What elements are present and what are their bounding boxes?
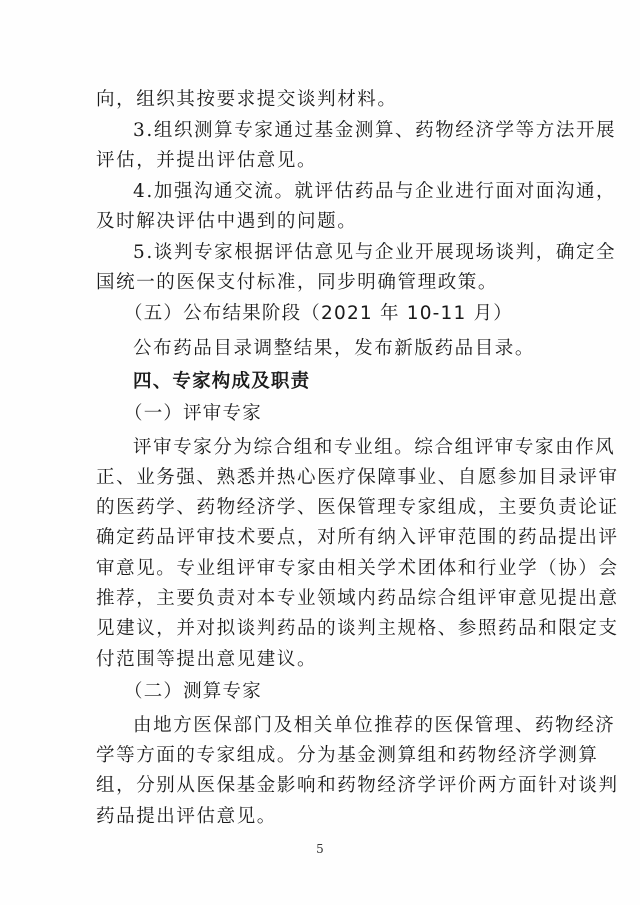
text-line: 公布药品目录调整结果，发布新版药品目录。: [133, 338, 536, 359]
text-line: 评估，并提出评估意见。: [96, 150, 318, 171]
text-line: 审意见。专业组评审专家由相关学术团体和行业学（协）会: [96, 558, 619, 579]
text-line: 推荐，主要负责对本专业领域内药品综合组评审意见提出意: [96, 588, 619, 609]
section-heading: （五）公布结果阶段（2021 年 10-11 月）: [124, 303, 513, 324]
text-line: 由地方医保部门及相关单位推荐的医保管理、药物经济: [133, 715, 616, 736]
text-line: 学等方面的专家组成。分为基金测算组和药物经济学测算: [96, 745, 599, 766]
text-line: 5.谈判专家根据评估意见与企业开展现场谈判，确定全: [133, 242, 617, 263]
text-line: 的医药学、药物经济学、医保管理专家组成，主要负责论证: [96, 497, 619, 518]
text-line: 付范围等提出意见建议。: [96, 649, 318, 670]
text-line: 3.组织测算专家通过基金测算、药物经济学等方法开展: [133, 120, 617, 141]
text-line: 见建议，并对拟谈判药品的谈判主规格、参照药品和限定支: [96, 618, 619, 639]
section-heading: （一）评审专家: [124, 403, 262, 424]
text-line: 及时解决评估中遇到的问题。: [96, 211, 358, 232]
text-line: 确定药品评审技术要点，对所有纳入评审范围的药品提出评: [96, 527, 619, 548]
text-line: 4.加强沟通交流。就评估药品与企业进行面对面沟通，: [133, 181, 617, 202]
text-line: 正、业务强、熟悉并热心医疗保障事业、自愿参加目录评审: [96, 467, 619, 488]
section-heading: （二）测算专家: [124, 681, 262, 702]
text-line: 评审专家分为综合组和专业组。综合组评审专家由作风: [133, 437, 616, 458]
text-line: 向，组织其按要求提交谈判材料。: [96, 89, 398, 110]
text-line: 国统一的医保支付标准，同步明确管理政策。: [96, 272, 499, 293]
page-number: 5: [316, 842, 324, 856]
chapter-heading: 四、专家构成及职责: [133, 371, 311, 392]
text-line: 组，分别从医保基金影响和药物经济学评价两方面针对谈判: [96, 775, 619, 796]
text-line: 药品提出评估意见。: [96, 806, 277, 827]
